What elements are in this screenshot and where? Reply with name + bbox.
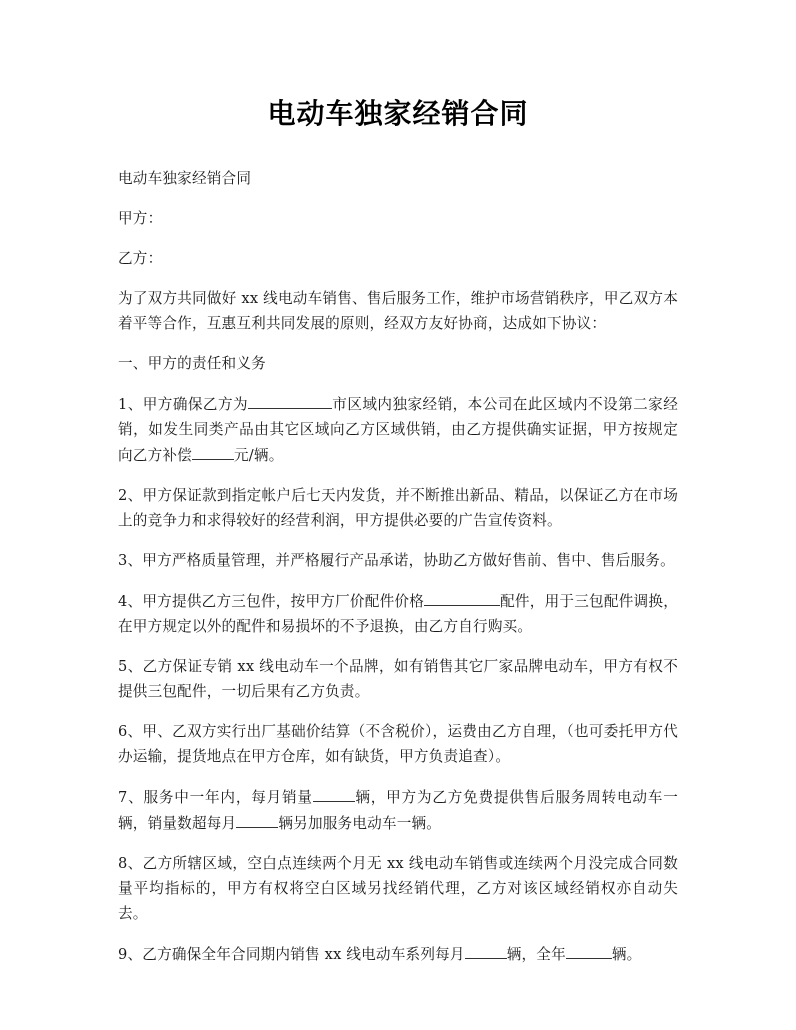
clause-9-text-c: 辆。 [611, 946, 642, 963]
parts-price-blank [424, 588, 500, 606]
document-title: 电动车独家经销合同 [267, 97, 529, 130]
clause-9-text-a: 9、乙方确保全年合同期内销售 xx 线电动车系列每月 [118, 946, 465, 963]
document-subtitle: 电动车独家经销合同 [118, 170, 252, 187]
clause-9-text-b: 辆，全年 [506, 946, 566, 963]
clause-8: 8、乙方所辖区域，空白点连续两个月无 xx 线电动车销售或连续两个月没完成合同数量平均指标的，甲方有权将空白区域另找经销代理，乙方对该区域经销权亦自动失去。 [118, 855, 678, 922]
intro-paragraph: 为了双方共同做好 xx 线电动车销售、售后服务工作，维护市场营销秩序，甲乙双方本着平等合作，互惠互利共同发展的原则，经双方友好协商，达成如下协议： [118, 290, 678, 332]
region-blank [248, 391, 332, 409]
annual-target-blank [566, 941, 612, 959]
clause-2: 2、甲方保证款到指定帐户后七天内发货，并不断推出新品、精品，以保证乙方在市场上的竞争力和求得较好的经营利润，甲方提供必要的广告宣传资料。 [118, 487, 678, 529]
monthly-target-blank [465, 941, 507, 959]
clause-1-text-c: 元/辆。 [233, 447, 284, 464]
clause-1-text-a: 1、甲方确保乙方为 [118, 396, 249, 413]
clause-5: 5、乙方保证专销 xx 线电动车一个品牌，如有销售其它厂家品牌电动车，甲方有权不提供三包配件，一切后果有乙方负责。 [118, 658, 678, 700]
clause-3: 3、甲方严格质量管理，并严格履行产品承诺，协助乙方做好售前、售中、售后服务。 [118, 552, 675, 569]
section-1-heading: 一、甲方的责任和义务 [118, 355, 266, 372]
clause-4 [118, 588, 678, 639]
clause-9 [118, 941, 678, 967]
party-b-line: 乙方： [118, 250, 163, 267]
clause-7-text-b: 辆，甲方为乙方免费提供售后服务周转电动车一辆，销量数超每月 [118, 789, 678, 832]
clause-4-text-b: 配件，用于三包配件调换，在甲方规定以外的配件和易损坏的不予退换，由乙方自行购买。 [118, 593, 678, 635]
clause-7-text-c: 辆另加服务电动车一辆。 [278, 815, 442, 832]
clause-7-text-a: 7、服务中一年内，每月销量 [118, 789, 313, 806]
party-a-line: 甲方： [118, 210, 163, 227]
clause-1 [118, 391, 678, 468]
clause-7 [118, 784, 678, 836]
monthly-sales-blank [313, 784, 355, 802]
clause-6: 6、甲、乙双方实行出厂基础价结算（不含税价），运费由乙方自理，（也可委托甲方代办运输，提货地点在甲方仓库，如有缺货，甲方负责追查）。 [118, 723, 678, 765]
extra-sales-blank [236, 810, 278, 828]
clause-1-text-b: 市区域内独家经销，本公司在此区域内不设第二家经销，如发生同类产品由其它区域向乙方区域供销，由乙方提供确实证据，甲方按规定向乙方补偿 [118, 396, 678, 464]
clause-4-text-a: 4、甲方提供乙方三包件，按甲方厂价配件价格 [118, 593, 425, 610]
compensation-blank [192, 442, 234, 460]
